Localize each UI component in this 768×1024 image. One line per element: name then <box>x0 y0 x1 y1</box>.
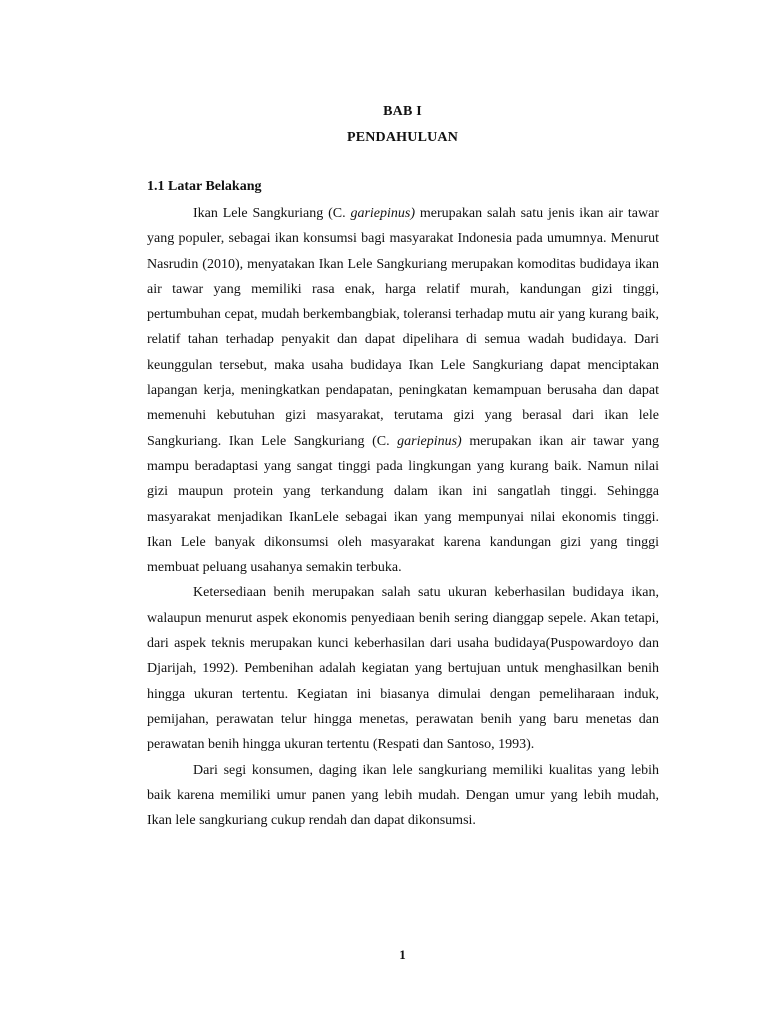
paragraph-1-text-a: Ikan Lele Sangkuriang (C. <box>193 206 351 221</box>
chapter-number: BAB I <box>383 104 422 119</box>
paragraph-2: Ketersediaan benih merupakan salah satu ukuran keberhasilan budidaya ikan, walaupun menurut aspek ekonomis penyediaan benih sering dianggap sepele. Akan tetapi, dari aspek teknis merupakan kunci keberhasilan dari usaha budidaya(Puspowardoyo dan Djarijah, 1992). Pembenihan adalah kegiatan yang bertujuan untuk menghasilkan benih hingga ukuran tertentu. Kegiatan ini biasanya dimulai dengan pemeliharaan induk, pemijahan, perawatan telur hingga menetas, perawatan benih yang baru menetas dan perawatan benih hingga ukuran tertentu (Respati dan Santoso, 1993). <box>147 585 659 753</box>
paragraph-1 <box>147 201 659 580</box>
page-number: 1 <box>399 947 406 962</box>
paragraph-3: Dari segi konsumen, daging ikan lele sangkuriang memiliki kualitas yang lebih baik karena memiliki umur panen yang lebih mudah. Dengan umur yang lebih mudah, Ikan lele sangkuriang cukup rendah dan dapat dikonsumsi. <box>147 762 659 829</box>
body-text <box>147 201 659 833</box>
species-name-italic: gariepinus) <box>350 206 416 221</box>
section-heading: 1.1 Latar Belakang <box>147 179 262 194</box>
chapter-title: PENDAHULUAN <box>346 130 459 145</box>
species-name-italic: gariepinus) <box>397 433 462 449</box>
paragraph-1-text-c: merupakan ikan air tawar yang mampu beradaptasi yang sangat tinggi pada lingkungan yang kurang baik. Namun nilai gizi maupun protein yang terkandung dalam ikan ini sangatlah tinggi. Sehingga masyarakat menjadikan IkanLele sebagai ikan yang mempunyai nilai ekonomis tinggi. Ikan Lele banyak dikonsumsi oleh masyarakat karena kandungan gizi yang tinggi membuat peluang usahanya semakin terbuka. <box>147 433 659 576</box>
paragraph-1-text-b: merupakan salah satu jenis ikan air tawar yang populer, sebagai ikan konsumsi bagi masyarakat Indonesia pada umumnya. Menurut Nasrudin (2010), menyatakan Ikan Lele Sangkuriang merupakan komoditas budidaya ikan air tawar yang memiliki rasa enak, harga relatif murah, kandungan gizi tinggi, pertumbuhan cepat, mudah berkembangbiak, toleransi terhadap mutu air yang kurang baik, relatif tahan terhadap penyakit dan dapat dipelihara di semua wadah budidaya. Dari keunggulan tersebut, maka usaha budidaya Ikan Lele Sangkuriang dapat menciptakan lapangan kerja, meningkatkan pendapatan, peningkatan kemampuan berusaha dan dapat memenuhi kebutuhan gizi masyarakat, terutama gizi yang berasal dari ikan lele Sangkuriang. Ikan Lele Sangkuriang (C. <box>147 206 659 449</box>
